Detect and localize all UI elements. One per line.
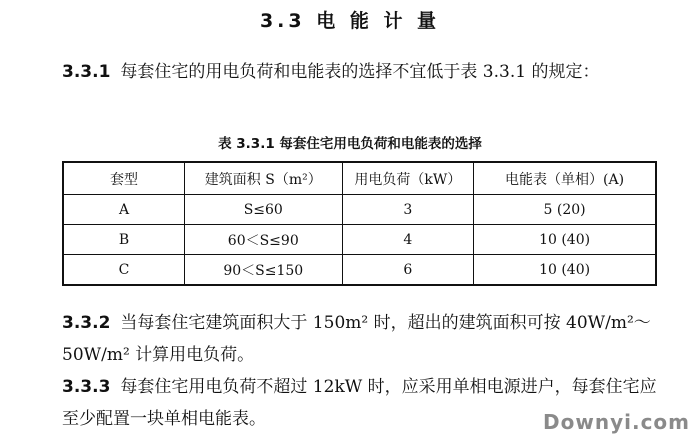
cell-area: 90＜S≤150 — [185, 255, 343, 286]
spec-table — [62, 161, 657, 286]
table-header-row — [63, 162, 656, 195]
clause-text: 当每套住宅建筑面积大于 150m² 时，超出的建筑面积可按 40W/m²～50W/m² 计算用电负荷。 — [62, 313, 651, 365]
section-title: 3.3 电 能 计 量 — [259, 10, 441, 32]
clause-number: 3.3.3 — [62, 377, 111, 397]
cell-load: 4 — [342, 225, 474, 255]
cell-area: 60＜S≤90 — [185, 225, 343, 255]
cell-load: 6 — [342, 255, 474, 286]
table-row — [63, 225, 656, 255]
cell-type: A — [63, 195, 185, 225]
clause-number: 3.3.1 — [62, 62, 111, 82]
header-type: 套型 — [63, 162, 185, 195]
header-load: 用电负荷（kW） — [342, 162, 474, 195]
clause-text: 每套住宅的用电负荷和电能表的选择不宜低于表 3.3.1 的规定： — [120, 62, 600, 82]
header-area: 建筑面积 S（m²） — [185, 162, 343, 195]
cell-type: C — [63, 255, 185, 286]
table-row — [63, 255, 656, 286]
watermark: Downyi.com — [543, 410, 690, 434]
clause-text: 每套住宅用电负荷不超过 12kW 时，应采用单相电源进户，每套住宅应至少配置一块单相电能表。 — [62, 377, 657, 429]
cell-load: 3 — [342, 195, 474, 225]
cell-meter: 10 (40) — [474, 225, 656, 255]
table-row — [63, 195, 656, 225]
cell-meter: 5 (20) — [474, 195, 656, 225]
table-caption: 表 3.3.1 每套住宅用电负荷和电能表的选择 — [218, 136, 482, 152]
header-meter: 电能表（单相）(A) — [474, 162, 656, 195]
clause-number: 3.3.2 — [62, 313, 111, 333]
clause-3-3-2 — [62, 307, 662, 371]
cell-type: B — [63, 225, 185, 255]
cell-area: S≤60 — [185, 195, 343, 225]
clause-3-3-1 — [62, 56, 662, 88]
cell-meter: 10 (40) — [474, 255, 656, 286]
